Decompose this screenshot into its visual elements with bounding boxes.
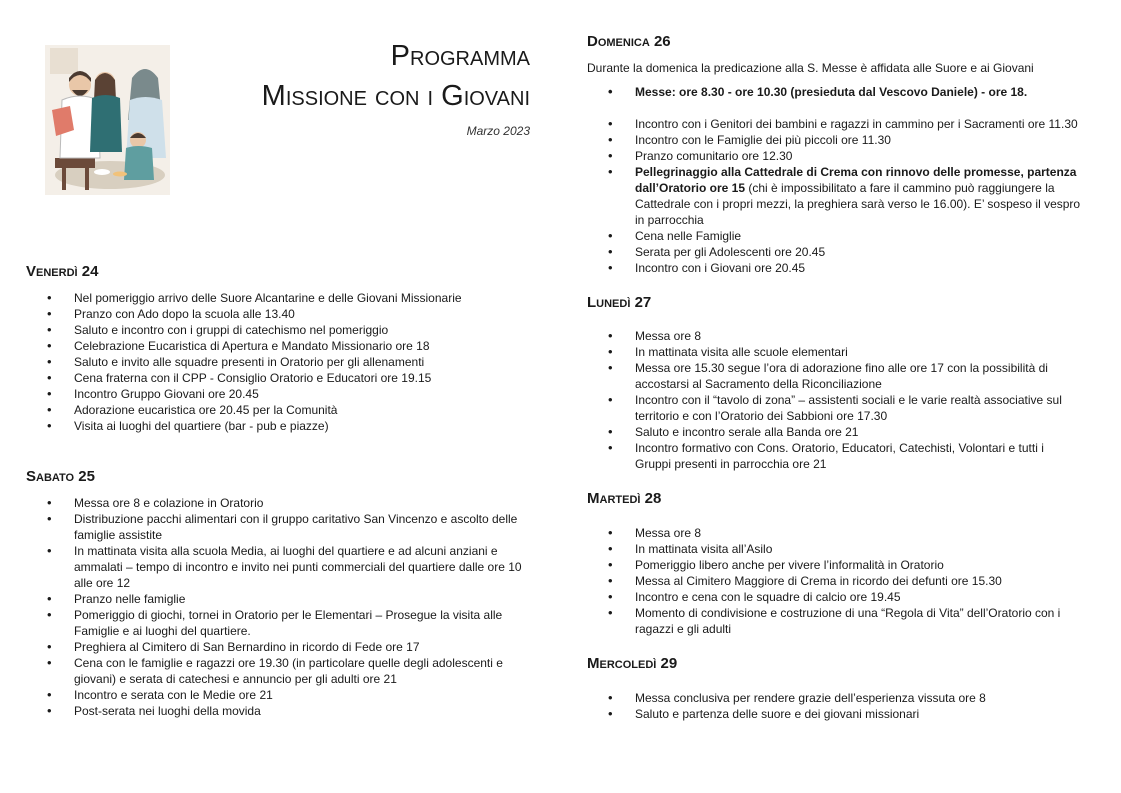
day-name: Domenica	[587, 33, 650, 50]
list-item: • Saluto e invito alle squadre presenti in Oratorio per gli allenamenti	[26, 354, 546, 370]
day-heading-martedi	[587, 490, 661, 508]
day-number: 27	[634, 294, 652, 311]
mercoledi-list	[587, 690, 1082, 722]
list-item: • Pranzo comunitario ore 12.30	[587, 148, 1082, 164]
title-block	[262, 36, 530, 138]
list-item: • In mattinata visita all’Asilo	[587, 541, 1082, 557]
list-item: • Cena fraterna con il CPP - Consiglio Oratorio e Educatori ore 19.15	[26, 370, 546, 386]
list-item: • Pomeriggio di giochi, tornei in Oratorio per le Elementari – Prosegue la visita alle Famiglie e ai luoghi del quartiere.	[26, 607, 531, 639]
day-name: Sabato	[26, 468, 75, 485]
list-item: • Saluto e partenza delle suore e dei giovani missionari	[587, 706, 1082, 722]
list-item: • Messa ore 8	[587, 328, 1082, 344]
list-item: • Pomeriggio libero anche per vivere l’informalità in Oratorio	[587, 557, 1082, 573]
day-number: 24	[81, 263, 99, 280]
list-item: • Serata per gli Adolescenti ore 20.45	[587, 244, 1082, 260]
list-item: • Pranzo con Ado dopo la scuola alle 13.40	[26, 306, 546, 322]
list-item: • Distribuzione pacchi alimentari con il gruppo caritativo San Vincenzo e ascolto delle famiglie assistite	[26, 511, 531, 543]
day-name: Mercoledì	[587, 655, 657, 672]
day-number: 25	[78, 468, 95, 485]
day-heading-sabato	[26, 468, 95, 486]
list-item: • Pranzo nelle famiglie	[26, 591, 531, 607]
lunedi-list	[587, 328, 1082, 472]
list-item: • Post-serata nei luoghi della movida	[26, 703, 531, 719]
venerdi-list	[26, 290, 546, 434]
list-item: • Messa conclusiva per rendere grazie dell’esperienza vissuta ore 8	[587, 690, 1082, 706]
list-item: • Saluto e incontro serale alla Banda ore 21	[587, 424, 1082, 440]
list-item: • Messe: ore 8.30 - ore 10.30 (presieduta dal Vescovo Daniele) - ore 18.	[587, 84, 1082, 100]
day-name: Lunedì	[587, 294, 631, 311]
list-item: • Cena nelle Famiglie	[587, 228, 1082, 244]
list-item: • Cena con le famiglie e ragazzi ore 19.30 (in particolare quelle degli adolescenti e giovani) e serata di catechesi e annuncio per gli adulti ore 21	[26, 655, 531, 687]
day-number: 26	[653, 33, 671, 50]
list-item: • Incontro e serata con le Medie ore 21	[26, 687, 531, 703]
day-name: Venerdì	[26, 263, 78, 280]
day-name: Martedì	[587, 490, 641, 507]
day-number: 28	[644, 490, 662, 507]
martedi-list	[587, 525, 1082, 637]
day-heading-mercoledi	[587, 655, 677, 673]
page-title-line1: Programma	[390, 40, 530, 72]
page-title-line2: Missione con i Giovani	[261, 80, 530, 112]
list-item: • Adorazione eucaristica ore 20.45 per la Comunità	[26, 402, 546, 418]
list-item: • In mattinata visita alla scuola Media, ai luoghi del quartiere e ad alcuni anziani e ammalati – tempo di incontro e invito nei punti commerciali del quartiere dalle ore 10 alle ore 12	[26, 543, 531, 591]
domenica-list	[587, 84, 1082, 276]
list-item: • Nel pomeriggio arrivo delle Suore Alcantarine e delle Giovani Missionarie	[26, 290, 546, 306]
list-item: • Incontro con i Genitori dei bambini e ragazzi in cammino per i Sacramenti ore 11.30	[587, 116, 1082, 132]
title-date: Marzo 2023	[466, 124, 530, 138]
pellegrinaggio-rest: (chi è impossibilitato a fare il cammino può raggiungere la Cattedrale con i propri mezzi, la preghiera sarà verso le 16.00). E’ sospeso il vespro in parrocchia	[635, 181, 1081, 227]
list-item: • Incontro con i Giovani ore 20.45	[587, 260, 1082, 276]
sabato-list	[26, 495, 531, 719]
domenica-intro: Durante la domenica la predicazione alla S. Messe è affidata alle Suore e ai Giovani	[587, 61, 1034, 75]
family-illustration-icon	[40, 40, 175, 200]
list-item: • Incontro con le Famiglie dei più piccoli ore 11.30	[587, 132, 1082, 148]
list-item: • Incontro con il “tavolo di zona” – assistenti sociali e le varie realtà associative sul territorio e con l’Oratorio dei Sabbioni ore 17.30	[587, 392, 1082, 424]
day-heading-lunedi	[587, 294, 651, 312]
list-item: • In mattinata visita alle scuole elementari	[587, 344, 1082, 360]
list-item: • Messa al Cimitero Maggiore di Crema in ricordo dei defunti ore 15.30	[587, 573, 1082, 589]
list-item: • Celebrazione Eucaristica di Apertura e Mandato Missionario ore 18	[26, 338, 546, 354]
pellegrinaggio-bold: Pellegrinaggio alla Cattedrale di Crema con rinnovo delle promesse, partenza dall’Oratorio ore 15	[635, 165, 1077, 195]
list-item: • Messa ore 15.30 segue l’ora di adorazione fino alle ore 17 con la possibilità di accostarsi al Sacramento della Riconciliazione	[587, 360, 1082, 392]
list-item: • Incontro Gruppo Giovani ore 20.45	[26, 386, 546, 402]
list-item: • Incontro formativo con Cons. Oratorio, Educatori, Catechisti, Volontari e tutti i Gruppi presenti in parrocchia ore 21	[587, 440, 1082, 472]
day-heading-domenica	[587, 33, 671, 51]
list-item: • Messa ore 8	[587, 525, 1082, 541]
list-item: • Preghiera al Cimitero di San Bernardino in ricordo di Fede ore 17	[26, 639, 531, 655]
list-item: • Incontro e cena con le squadre di calcio ore 19.45	[587, 589, 1082, 605]
list-item-pellegrinaggio	[587, 164, 1082, 228]
list-item: • Momento di condivisione e costruzione di una “Regola di Vita” dell’Oratorio con i ragazzi e gli adulti	[587, 605, 1082, 637]
day-number: 29	[660, 655, 678, 672]
list-item: • Visita ai luoghi del quartiere (bar - pub e piazze)	[26, 418, 546, 434]
list-item: • Messa ore 8 e colazione in Oratorio	[26, 495, 531, 511]
list-item: • Saluto e incontro con i gruppi di catechismo nel pomeriggio	[26, 322, 546, 338]
day-heading-venerdi	[26, 263, 98, 281]
